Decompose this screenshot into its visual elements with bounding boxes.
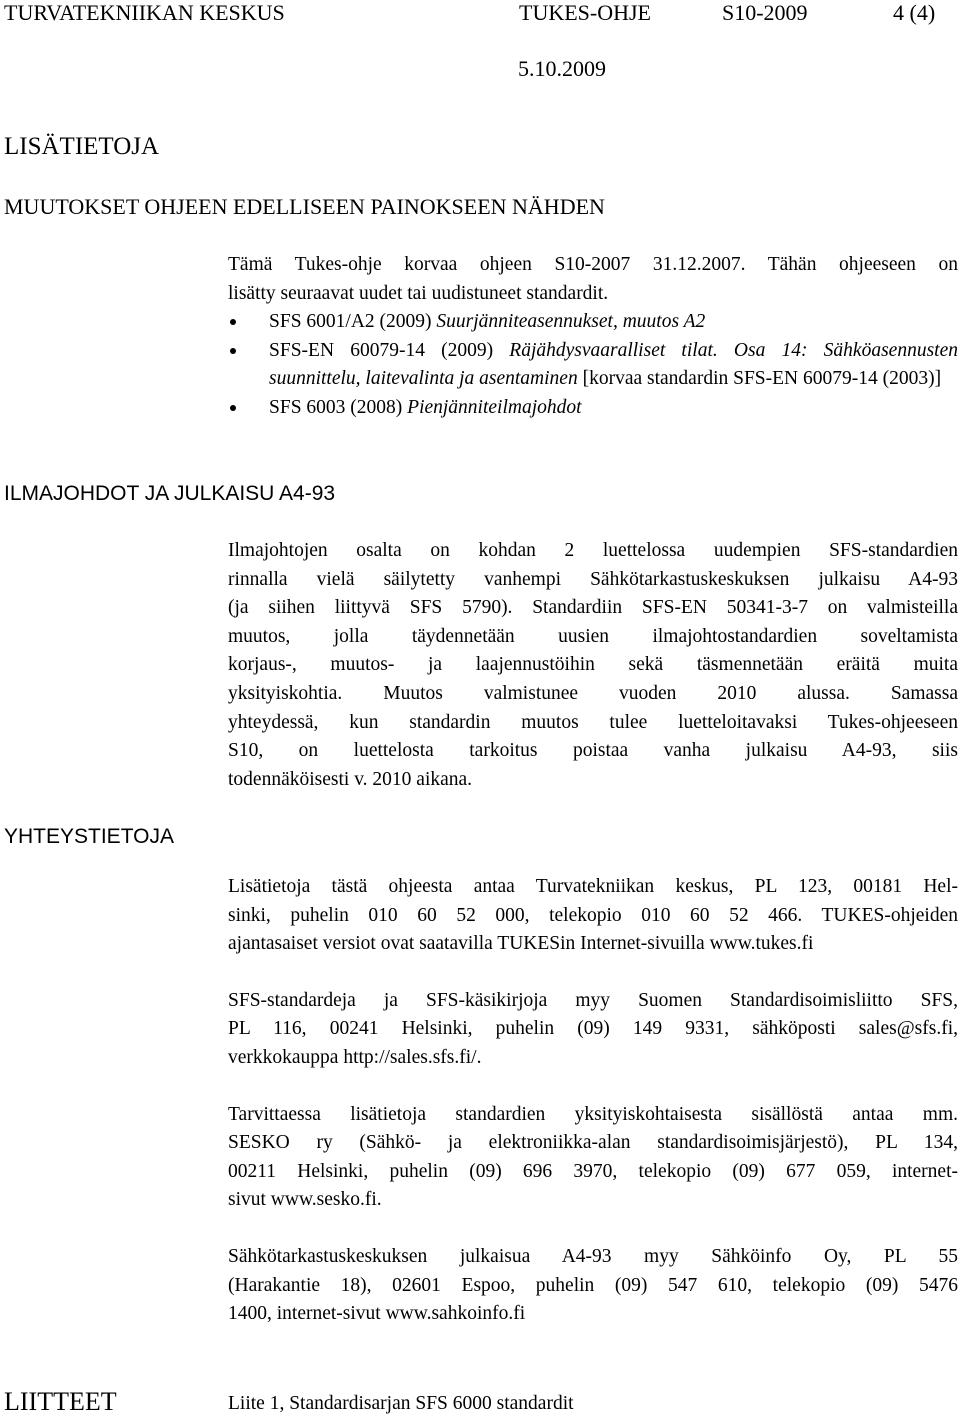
contacts-heading: YHTEYSTIETOJA	[4, 825, 174, 848]
standard-item	[228, 337, 958, 394]
standard-code: SFS 6003 (2008)	[269, 396, 408, 418]
overhead-line: yksityiskohtia. Muutos valmistunee vuoden 2010 alussa. Samassa	[228, 682, 958, 704]
standard-title: Suurjänniteasennukset, muutos A2	[436, 311, 706, 333]
attachments-heading: LIITTEET	[4, 1387, 117, 1416]
standard-item	[228, 308, 958, 337]
overhead-line: yhteydessä, kun standardin muutos tulee luetteloitavaksi Tukes-ohjeeseen	[228, 711, 958, 733]
standards-list	[228, 308, 958, 422]
contact-paragraph-sfs: SFS-standardeja ja SFS-käsikirjoja myy Suomen Standardisoimisliitto SFS, PL 116, 00241 Helsinki, puhelin (09) 149 9331, sähköposti sales@sfs.fi, verkkokauppa http://sales.sfs.fi/.	[228, 989, 958, 1068]
overhead-body	[228, 537, 958, 794]
header-org: TURVATEKNIIKAN KESKUS	[4, 0, 285, 25]
overhead-line: S10, on luettelosta tarkoitus poistaa vanha julkaisu A4-93, siis	[228, 740, 958, 762]
overhead-line: muutos, jolla täydennetään uusien ilmajohtostandardien soveltamista	[228, 625, 958, 647]
overhead-heading: ILMAJOHDOT JA JULKAISU A4-93	[4, 482, 336, 505]
changes-intro-line: lisätty seuraavat uudet tai uudistuneet standardit.	[228, 282, 609, 304]
standard-item	[228, 394, 958, 423]
overhead-line: Ilmajohtojen osalta on kohdan 2 luettelossa uudempien SFS-standardien	[228, 540, 958, 561]
header-date: 5.10.2009	[518, 56, 606, 81]
header-doc-type: TUKES-OHJE	[519, 0, 651, 25]
changes-body	[228, 251, 958, 423]
attachment-item: Liite 1, Standardisarjan SFS 6000 standardit	[228, 1393, 574, 1414]
contact-paragraph-sesko: Tarvittaessa lisätietoja standardien yksityiskohtaisesta sisällöstä antaa mm. SESKO ry (Sähkö- ja elektroniikka-alan standardisoimisjärjestö), PL 134, 00211 Helsinki, puhelin (09) 696 3970, telekopio (09) 677 059, internet- sivut www.sesko.fi.	[228, 1103, 958, 1211]
standard-title: Räjähdysvaaralliset tilat. Osa 14: Sähköasennusten suunnittelu, laitevalinta ja asentaminen	[269, 339, 958, 390]
contacts-body	[228, 873, 958, 1329]
header-page: 4 (4)	[893, 0, 936, 25]
contact-paragraph-tukes: Lisätietoja tästä ohjeesta antaa Turvatekniikan keskus, PL 123, 00181 Hel- sinki, puhelin 010 60 52 000, telekopio 010 60 52 466. TUKES-ohjeiden ajantasaiset versiot ovat saatavilla TUKESin Internet-sivuilla www.tukes.fi	[228, 876, 958, 955]
standard-code: SFS-EN 60079-14 (2009)	[269, 339, 510, 361]
overhead-line: (ja siihen liittyvä SFS 5790). Standardiin SFS-EN 50341-3-7 on valmisteilla	[228, 597, 958, 619]
overhead-line: korjaus-, muutos- ja laajennustöihin sekä täsmennetään eräitä muita	[228, 654, 958, 676]
overhead-line: rinnalla vielä säilytetty vanhempi Sähkötarkastuskeskuksen julkaisu A4-93	[228, 568, 958, 590]
bullet-icon	[230, 405, 236, 411]
page-title: LISÄTIETOJA	[4, 133, 160, 160]
changes-intro-line: Tämä Tukes-ohje korvaa ohjeen S10-2007 31.12.2007. Tähän ohjeeseen on	[228, 254, 958, 275]
changes-heading: MUUTOKSET OHJEEN EDELLISEEN PAINOKSEEN NÄHDEN	[4, 194, 605, 219]
standard-note: [korvaa standardin SFS-EN 60079-14 (2003)]	[577, 368, 942, 390]
contact-paragraph-sahkoinfo: Sähkötarkastuskeskuksen julkaisua A4-93 myy Sähköinfo Oy, PL 55 (Harakantie 18), 02601 Espoo, puhelin (09) 547 610, telekopio (09) 5476 1400, internet-sivut www.sahkoinfo.fi	[228, 1245, 958, 1325]
standard-code: SFS 6001/A2 (2009)	[269, 311, 437, 333]
overhead-line: todennäköisesti v. 2010 aikana.	[228, 768, 473, 790]
header-doc-code: S10-2009	[722, 0, 808, 25]
bullet-icon	[230, 319, 236, 325]
standard-title: Pienjänniteilmajohdot	[407, 396, 582, 418]
bullet-icon	[230, 348, 236, 354]
